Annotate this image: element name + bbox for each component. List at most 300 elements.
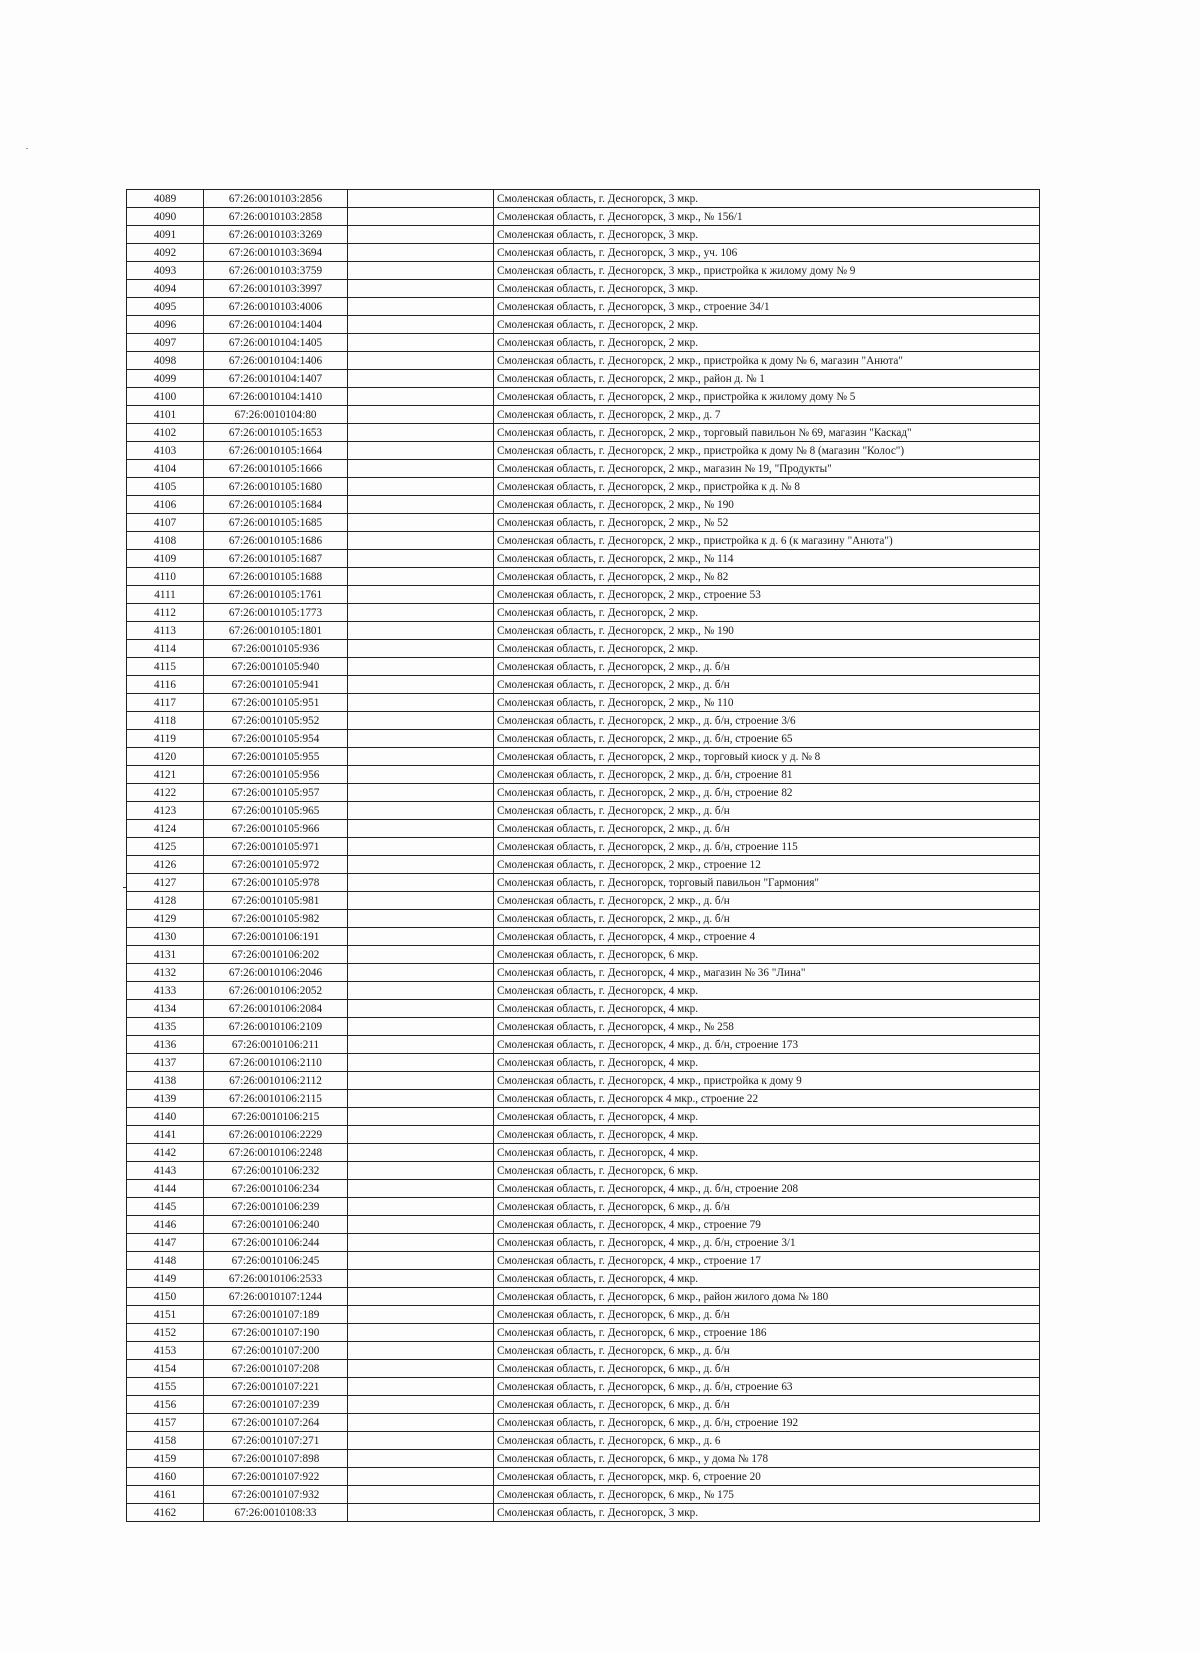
- address-cell: Смоленская область, г. Десногорск, 3 мкр.: [494, 280, 1040, 298]
- table-row: [127, 766, 1040, 784]
- row-number-cell: 4097: [127, 334, 204, 352]
- empty-cell: [348, 460, 494, 478]
- address-cell: Смоленская область, г. Десногорск, 4 мкр., № 258: [494, 1018, 1040, 1036]
- table-row: [127, 910, 1040, 928]
- row-number-cell: 4098: [127, 352, 204, 370]
- row-number-cell: 4148: [127, 1252, 204, 1270]
- address-cell: Смоленская область, г. Десногорск, 3 мкр.: [494, 226, 1040, 244]
- empty-cell: [348, 424, 494, 442]
- row-number-cell: 4146: [127, 1216, 204, 1234]
- address-cell: Смоленская область, г. Десногорск, 2 мкр., № 190: [494, 496, 1040, 514]
- cadastral-number-cell: 67:26:0010107:922: [204, 1468, 348, 1486]
- table-row: [127, 1018, 1040, 1036]
- address-cell: Смоленская область, г. Десногорск, торговый павильон "Гармония": [494, 874, 1040, 892]
- cadastral-number-cell: 67:26:0010103:3759: [204, 262, 348, 280]
- cadastral-number-cell: 67:26:0010107:200: [204, 1342, 348, 1360]
- empty-cell: [348, 388, 494, 406]
- address-cell: Смоленская область, г. Десногорск, 2 мкр., магазин № 19, "Продукты": [494, 460, 1040, 478]
- address-cell: Смоленская область, г. Десногорск, 3 мкр.: [494, 190, 1040, 208]
- empty-cell: [348, 730, 494, 748]
- cadastral-number-cell: 67:26:0010106:244: [204, 1234, 348, 1252]
- empty-cell: [348, 316, 494, 334]
- empty-cell: [348, 1126, 494, 1144]
- table-body: [127, 190, 1040, 1522]
- row-number-cell: 4111: [127, 586, 204, 604]
- cadastral-number-cell: 67:26:0010105:957: [204, 784, 348, 802]
- cadastral-number-cell: 67:26:0010107:898: [204, 1450, 348, 1468]
- row-number-cell: 4126: [127, 856, 204, 874]
- cadastral-number-cell: 67:26:0010105:1685: [204, 514, 348, 532]
- cadastral-number-cell: 67:26:0010106:191: [204, 928, 348, 946]
- table-row: [127, 568, 1040, 586]
- empty-cell: [348, 964, 494, 982]
- cadastral-number-cell: 67:26:0010103:3269: [204, 226, 348, 244]
- table-row: [127, 478, 1040, 496]
- address-cell: Смоленская область, г. Десногорск, 2 мкр., торговый павильон № 69, магазин "Каскад": [494, 424, 1040, 442]
- table-row: [127, 388, 1040, 406]
- table-row: [127, 1468, 1040, 1486]
- row-number-cell: 4092: [127, 244, 204, 262]
- empty-cell: [348, 244, 494, 262]
- empty-cell: [348, 910, 494, 928]
- row-number-cell: 4089: [127, 190, 204, 208]
- cadastral-number-cell: 67:26:0010106:2229: [204, 1126, 348, 1144]
- cadastral-number-cell: 67:26:0010105:955: [204, 748, 348, 766]
- empty-cell: [348, 1270, 494, 1288]
- empty-cell: [348, 1054, 494, 1072]
- empty-cell: [348, 1090, 494, 1108]
- table-row: [127, 1162, 1040, 1180]
- address-cell: Смоленская область, г. Десногорск, 2 мкр., д. б/н: [494, 820, 1040, 838]
- address-cell: Смоленская область, г. Десногорск, 6 мкр., № 175: [494, 1486, 1040, 1504]
- row-number-cell: 4138: [127, 1072, 204, 1090]
- address-cell: Смоленская область, г. Десногорск, 2 мкр.: [494, 604, 1040, 622]
- cadastral-number-cell: 67:26:0010105:1684: [204, 496, 348, 514]
- empty-cell: [348, 946, 494, 964]
- address-cell: Смоленская область, г. Десногорск, 4 мкр., магазин № 36 "Лина": [494, 964, 1040, 982]
- row-number-cell: 4117: [127, 694, 204, 712]
- address-cell: Смоленская область, г. Десногорск, 4 мкр.: [494, 1144, 1040, 1162]
- cadastral-number-cell: 67:26:0010105:971: [204, 838, 348, 856]
- table-row: [127, 1396, 1040, 1414]
- address-cell: Смоленская область, г. Десногорск, 2 мкр., № 190: [494, 622, 1040, 640]
- address-cell: Смоленская область, г. Десногорск, 2 мкр.: [494, 640, 1040, 658]
- row-number-cell: 4159: [127, 1450, 204, 1468]
- empty-cell: [348, 1288, 494, 1306]
- table-row: [127, 676, 1040, 694]
- empty-cell: [348, 1180, 494, 1198]
- empty-cell: [348, 1504, 494, 1522]
- address-cell: Смоленская область, г. Десногорск, 3 мкр., № 156/1: [494, 208, 1040, 226]
- cadastral-number-cell: 67:26:0010106:2248: [204, 1144, 348, 1162]
- empty-cell: [348, 712, 494, 730]
- table-row: [127, 532, 1040, 550]
- row-number-cell: 4123: [127, 802, 204, 820]
- address-cell: Смоленская область, г. Десногорск, 2 мкр., д. б/н: [494, 910, 1040, 928]
- table-row: [127, 1432, 1040, 1450]
- address-cell: Смоленская область, г. Десногорск, 2 мкр., № 82: [494, 568, 1040, 586]
- row-number-cell: 4142: [127, 1144, 204, 1162]
- table-row: [127, 244, 1040, 262]
- empty-cell: [348, 928, 494, 946]
- cadastral-number-cell: 67:26:0010108:33: [204, 1504, 348, 1522]
- cadastral-number-cell: 67:26:0010105:954: [204, 730, 348, 748]
- empty-cell: [348, 478, 494, 496]
- cadastral-number-cell: 67:26:0010105:1666: [204, 460, 348, 478]
- table-row: [127, 892, 1040, 910]
- empty-cell: [348, 442, 494, 460]
- row-number-cell: 4103: [127, 442, 204, 460]
- cadastral-number-cell: 67:26:0010106:2112: [204, 1072, 348, 1090]
- row-number-cell: 4128: [127, 892, 204, 910]
- table-row: [127, 1378, 1040, 1396]
- cadastral-number-cell: 67:26:0010106:2046: [204, 964, 348, 982]
- cadastral-number-cell: 67:26:0010106:234: [204, 1180, 348, 1198]
- address-cell: Смоленская область, г. Десногорск, 4 мкр., строение 79: [494, 1216, 1040, 1234]
- row-number-cell: 4125: [127, 838, 204, 856]
- row-number-cell: 4116: [127, 676, 204, 694]
- row-number-cell: 4109: [127, 550, 204, 568]
- address-cell: Смоленская область, г. Десногорск, 4 мкр., д. б/н, строение 3/1: [494, 1234, 1040, 1252]
- table-row: [127, 946, 1040, 964]
- cadastral-number-cell: 67:26:0010106:232: [204, 1162, 348, 1180]
- table-row: [127, 442, 1040, 460]
- cadastral-number-cell: 67:26:0010104:80: [204, 406, 348, 424]
- table-row: [127, 820, 1040, 838]
- address-cell: Смоленская область, г. Десногорск, 2 мкр., д. б/н, строение 82: [494, 784, 1040, 802]
- cadastral-number-cell: 67:26:0010106:2533: [204, 1270, 348, 1288]
- table-row: [127, 964, 1040, 982]
- cadastral-number-cell: 67:26:0010103:2856: [204, 190, 348, 208]
- row-number-cell: 4108: [127, 532, 204, 550]
- row-number-cell: 4115: [127, 658, 204, 676]
- address-cell: Смоленская область, г. Десногорск, 6 мкр., д. б/н: [494, 1360, 1040, 1378]
- row-number-cell: 4120: [127, 748, 204, 766]
- address-cell: Смоленская область, г. Десногорск, 6 мкр., д. б/н, строение 192: [494, 1414, 1040, 1432]
- cadastral-number-cell: 67:26:0010105:936: [204, 640, 348, 658]
- table-row: [127, 694, 1040, 712]
- row-number-cell: 4118: [127, 712, 204, 730]
- empty-cell: [348, 280, 494, 298]
- address-cell: Смоленская область, г. Десногорск 4 мкр., строение 22: [494, 1090, 1040, 1108]
- row-number-cell: 4153: [127, 1342, 204, 1360]
- address-cell: Смоленская область, г. Десногорск, 2 мкр., торговый киоск у д. № 8: [494, 748, 1040, 766]
- address-cell: Смоленская область, г. Десногорск, 4 мкр., строение 17: [494, 1252, 1040, 1270]
- cadastral-number-cell: 67:26:0010103:4006: [204, 298, 348, 316]
- cadastral-number-cell: 67:26:0010105:1686: [204, 532, 348, 550]
- empty-cell: [348, 352, 494, 370]
- row-number-cell: 4135: [127, 1018, 204, 1036]
- cadastral-number-cell: 67:26:0010105:1680: [204, 478, 348, 496]
- cadastral-number-cell: 67:26:0010106:2052: [204, 982, 348, 1000]
- address-cell: Смоленская область, г. Десногорск, 6 мкр.: [494, 946, 1040, 964]
- empty-cell: [348, 550, 494, 568]
- address-cell: Смоленская область, г. Десногорск, 2 мкр., д. 7: [494, 406, 1040, 424]
- table-row: [127, 1270, 1040, 1288]
- empty-cell: [348, 1414, 494, 1432]
- address-cell: Смоленская область, г. Десногорск, 2 мкр.: [494, 316, 1040, 334]
- empty-cell: [348, 190, 494, 208]
- table-row: [127, 1108, 1040, 1126]
- cadastral-number-cell: 67:26:0010104:1404: [204, 316, 348, 334]
- address-cell: Смоленская область, г. Десногорск, 6 мкр.: [494, 1162, 1040, 1180]
- table-row: [127, 298, 1040, 316]
- cadastral-number-cell: 67:26:0010106:2115: [204, 1090, 348, 1108]
- row-number-cell: 4157: [127, 1414, 204, 1432]
- address-cell: Смоленская область, г. Десногорск, 3 мкр., пристройка к жилому дому № 9: [494, 262, 1040, 280]
- table-row: [127, 1486, 1040, 1504]
- cadastral-number-cell: 67:26:0010105:1688: [204, 568, 348, 586]
- cadastral-number-cell: 67:26:0010103:3694: [204, 244, 348, 262]
- empty-cell: [348, 586, 494, 604]
- address-cell: Смоленская область, г. Десногорск, 2 мкр., пристройка к жилому дому № 5: [494, 388, 1040, 406]
- row-number-cell: 4151: [127, 1306, 204, 1324]
- row-number-cell: 4150: [127, 1288, 204, 1306]
- cadastral-number-cell: 67:26:0010105:956: [204, 766, 348, 784]
- cadastral-number-cell: 67:26:0010105:1801: [204, 622, 348, 640]
- cadastral-number-cell: 67:26:0010107:190: [204, 1324, 348, 1342]
- cadastral-number-cell: 67:26:0010107:932: [204, 1486, 348, 1504]
- cadastral-number-cell: 67:26:0010107:1244: [204, 1288, 348, 1306]
- table-row: [127, 226, 1040, 244]
- table-row: [127, 1090, 1040, 1108]
- table-row: [127, 730, 1040, 748]
- table-row: [127, 316, 1040, 334]
- row-number-cell: 4127: [127, 874, 204, 892]
- cadastral-number-cell: 67:26:0010105:952: [204, 712, 348, 730]
- table-row: [127, 406, 1040, 424]
- row-number-cell: 4095: [127, 298, 204, 316]
- empty-cell: [348, 874, 494, 892]
- empty-cell: [348, 1072, 494, 1090]
- empty-cell: [348, 1018, 494, 1036]
- table-row: [127, 712, 1040, 730]
- address-cell: Смоленская область, г. Десногорск, 2 мкр., пристройка к дому № 6, магазин "Анюта": [494, 352, 1040, 370]
- empty-cell: [348, 1468, 494, 1486]
- address-cell: Смоленская область, г. Десногорск, 6 мкр., д. б/н: [494, 1306, 1040, 1324]
- cadastral-number-cell: 67:26:0010105:1761: [204, 586, 348, 604]
- empty-cell: [348, 892, 494, 910]
- empty-cell: [348, 496, 494, 514]
- empty-cell: [348, 802, 494, 820]
- table-row: [127, 1234, 1040, 1252]
- row-number-cell: 4136: [127, 1036, 204, 1054]
- empty-cell: [348, 568, 494, 586]
- row-number-cell: 4145: [127, 1198, 204, 1216]
- empty-cell: [348, 208, 494, 226]
- address-cell: Смоленская область, г. Десногорск, 2 мкр., д. б/н, строение 3/6: [494, 712, 1040, 730]
- empty-cell: [348, 820, 494, 838]
- address-cell: Смоленская область, г. Десногорск, 6 мкр., строение 186: [494, 1324, 1040, 1342]
- address-cell: Смоленская область, г. Десногорск, 6 мкр., район жилого дома № 180: [494, 1288, 1040, 1306]
- cadastral-number-cell: 67:26:0010104:1407: [204, 370, 348, 388]
- empty-cell: [348, 1108, 494, 1126]
- cadastral-number-cell: 67:26:0010104:1406: [204, 352, 348, 370]
- table-row: [127, 1504, 1040, 1522]
- cadastral-number-cell: 67:26:0010107:239: [204, 1396, 348, 1414]
- cadastral-number-cell: 67:26:0010106:2110: [204, 1054, 348, 1072]
- row-number-cell: 4124: [127, 820, 204, 838]
- cadastral-number-cell: 67:26:0010107:208: [204, 1360, 348, 1378]
- cadastral-number-cell: 67:26:0010106:202: [204, 946, 348, 964]
- cadastral-number-cell: 67:26:0010105:1687: [204, 550, 348, 568]
- table-row: [127, 460, 1040, 478]
- empty-cell: [348, 226, 494, 244]
- table-row: [127, 1306, 1040, 1324]
- address-cell: Смоленская область, г. Десногорск, 6 мкр., д. б/н, строение 63: [494, 1378, 1040, 1396]
- row-number-cell: 4152: [127, 1324, 204, 1342]
- table-row: [127, 982, 1040, 1000]
- row-number-cell: 4133: [127, 982, 204, 1000]
- address-cell: Смоленская область, г. Десногорск, 2 мкр., пристройка к д. 6 (к магазину "Анюта"): [494, 532, 1040, 550]
- empty-cell: [348, 1306, 494, 1324]
- empty-cell: [348, 1342, 494, 1360]
- address-cell: Смоленская область, г. Десногорск, 6 мкр., д. б/н: [494, 1396, 1040, 1414]
- cadastral-number-cell: 67:26:0010105:965: [204, 802, 348, 820]
- address-cell: Смоленская область, г. Десногорск, 4 мкр.: [494, 1108, 1040, 1126]
- table-row: [127, 640, 1040, 658]
- cadastral-number-cell: 67:26:0010105:1664: [204, 442, 348, 460]
- empty-cell: [348, 784, 494, 802]
- row-number-cell: 4161: [127, 1486, 204, 1504]
- cadastral-number-cell: 67:26:0010106:2084: [204, 1000, 348, 1018]
- empty-cell: [348, 748, 494, 766]
- cadastral-number-cell: 67:26:0010105:941: [204, 676, 348, 694]
- address-cell: Смоленская область, г. Десногорск, 4 мкр.: [494, 1126, 1040, 1144]
- row-number-cell: 4158: [127, 1432, 204, 1450]
- row-number-cell: 4155: [127, 1378, 204, 1396]
- empty-cell: [348, 694, 494, 712]
- property-register-table: [126, 189, 1040, 1522]
- table-row: [127, 1342, 1040, 1360]
- empty-cell: [348, 982, 494, 1000]
- address-cell: Смоленская область, г. Десногорск, 2 мкр., д. б/н, строение 65: [494, 730, 1040, 748]
- empty-cell: [348, 1198, 494, 1216]
- table-row: [127, 586, 1040, 604]
- row-number-cell: 4090: [127, 208, 204, 226]
- row-number-cell: 4110: [127, 568, 204, 586]
- cadastral-number-cell: 67:26:0010106:239: [204, 1198, 348, 1216]
- empty-cell: [348, 1432, 494, 1450]
- table-row: [127, 514, 1040, 532]
- row-number-cell: 4140: [127, 1108, 204, 1126]
- row-number-cell: 4099: [127, 370, 204, 388]
- table-row: [127, 1450, 1040, 1468]
- cadastral-number-cell: 67:26:0010106:211: [204, 1036, 348, 1054]
- row-number-cell: 4130: [127, 928, 204, 946]
- address-cell: Смоленская область, г. Десногорск, 3 мкр.: [494, 1504, 1040, 1522]
- address-cell: Смоленская область, г. Десногорск, 2 мкр., строение 53: [494, 586, 1040, 604]
- row-number-cell: 4113: [127, 622, 204, 640]
- table-row: [127, 928, 1040, 946]
- row-number-cell: 4105: [127, 478, 204, 496]
- row-number-cell: 4101: [127, 406, 204, 424]
- row-number-cell: 4131: [127, 946, 204, 964]
- address-cell: Смоленская область, г. Десногорск, 2 мкр., строение 12: [494, 856, 1040, 874]
- address-cell: Смоленская область, г. Десногорск, 2 мкр., № 110: [494, 694, 1040, 712]
- table-row: [127, 1054, 1040, 1072]
- table-row: [127, 280, 1040, 298]
- table-row: [127, 802, 1040, 820]
- row-number-cell: 4129: [127, 910, 204, 928]
- address-cell: Смоленская область, г. Десногорск, 2 мкр., пристройка к дому № 8 (магазин "Колос"): [494, 442, 1040, 460]
- row-number-cell: 4096: [127, 316, 204, 334]
- empty-cell: [348, 514, 494, 532]
- scan-speck: [26, 148, 28, 149]
- address-cell: Смоленская область, г. Десногорск, 6 мкр., д. 6: [494, 1432, 1040, 1450]
- cadastral-number-cell: 67:26:0010107:271: [204, 1432, 348, 1450]
- table-row: [127, 604, 1040, 622]
- table-row: [127, 262, 1040, 280]
- address-cell: Смоленская область, г. Десногорск, 2 мкр., д. б/н, строение 115: [494, 838, 1040, 856]
- cadastral-number-cell: 67:26:0010105:940: [204, 658, 348, 676]
- row-number-cell: 4106: [127, 496, 204, 514]
- row-number-cell: 4104: [127, 460, 204, 478]
- cadastral-number-cell: 67:26:0010105:982: [204, 910, 348, 928]
- empty-cell: [348, 334, 494, 352]
- empty-cell: [348, 1000, 494, 1018]
- cadastral-number-cell: 67:26:0010105:966: [204, 820, 348, 838]
- row-number-cell: 4160: [127, 1468, 204, 1486]
- row-number-cell: 4134: [127, 1000, 204, 1018]
- row-number-cell: 4114: [127, 640, 204, 658]
- cadastral-number-cell: 67:26:0010105:951: [204, 694, 348, 712]
- cadastral-number-cell: 67:26:0010105:981: [204, 892, 348, 910]
- row-number-cell: 4143: [127, 1162, 204, 1180]
- row-number-cell: 4144: [127, 1180, 204, 1198]
- address-cell: Смоленская область, г. Десногорск, 2 мкр., № 52: [494, 514, 1040, 532]
- cadastral-number-cell: 67:26:0010105:978: [204, 874, 348, 892]
- table-row: [127, 550, 1040, 568]
- cadastral-number-cell: 67:26:0010104:1410: [204, 388, 348, 406]
- cadastral-number-cell: 67:26:0010105:1773: [204, 604, 348, 622]
- row-number-cell: 4091: [127, 226, 204, 244]
- empty-cell: [348, 1036, 494, 1054]
- address-cell: Смоленская область, г. Десногорск, 4 мкр.: [494, 1054, 1040, 1072]
- address-cell: Смоленская область, г. Десногорск, 2 мкр., д. б/н, строение 81: [494, 766, 1040, 784]
- address-cell: Смоленская область, г. Десногорск, 6 мкр., д. б/н: [494, 1198, 1040, 1216]
- empty-cell: [348, 766, 494, 784]
- address-cell: Смоленская область, г. Десногорск, 2 мкр., д. б/н: [494, 802, 1040, 820]
- table-row: [127, 334, 1040, 352]
- table-row: [127, 1126, 1040, 1144]
- row-number-cell: 4141: [127, 1126, 204, 1144]
- address-cell: Смоленская область, г. Десногорск, 4 мкр., строение 4: [494, 928, 1040, 946]
- table-row: [127, 1360, 1040, 1378]
- table-row: [127, 370, 1040, 388]
- cadastral-number-cell: 67:26:0010106:215: [204, 1108, 348, 1126]
- table-row: [127, 352, 1040, 370]
- row-number-cell: 4149: [127, 1270, 204, 1288]
- cadastral-number-cell: 67:26:0010106:245: [204, 1252, 348, 1270]
- row-number-cell: 4121: [127, 766, 204, 784]
- empty-cell: [348, 1378, 494, 1396]
- address-cell: Смоленская область, г. Десногорск, 4 мкр., пристройка к дому 9: [494, 1072, 1040, 1090]
- table-row: [127, 658, 1040, 676]
- table-row: [127, 1252, 1040, 1270]
- address-cell: Смоленская область, г. Десногорск, 3 мкр., уч. 106: [494, 244, 1040, 262]
- empty-cell: [348, 1216, 494, 1234]
- address-cell: Смоленская область, г. Десногорск, 2 мкр., пристройка к д. № 8: [494, 478, 1040, 496]
- empty-cell: [348, 532, 494, 550]
- table-row: [127, 1216, 1040, 1234]
- table-row: [127, 622, 1040, 640]
- address-cell: Смоленская область, г. Десногорск, 4 мкр., д. б/н, строение 208: [494, 1180, 1040, 1198]
- table-row: [127, 1000, 1040, 1018]
- address-cell: Смоленская область, г. Десногорск, 4 мкр.: [494, 982, 1040, 1000]
- table-row: [127, 1414, 1040, 1432]
- cadastral-number-cell: 67:26:0010107:264: [204, 1414, 348, 1432]
